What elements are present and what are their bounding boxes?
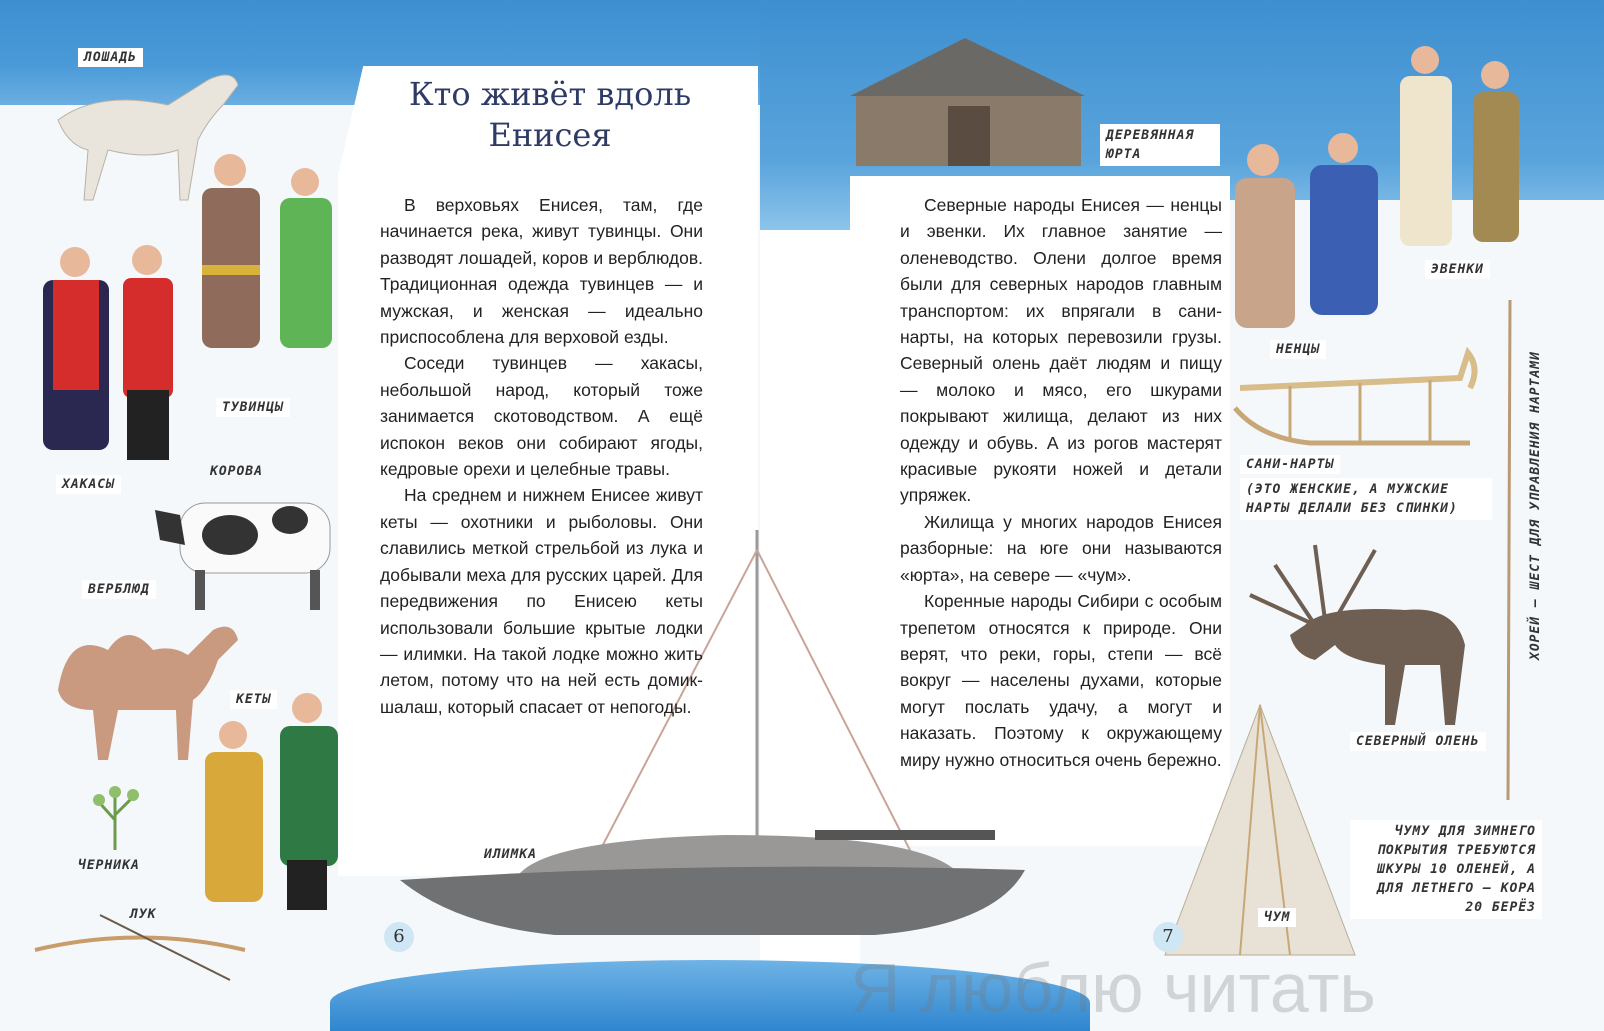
right-body-text xyxy=(900,192,1222,773)
reindeer-label: СЕВЕРНЫЙ ОЛЕНЬ xyxy=(1350,732,1486,751)
cow-label: КОРОВА xyxy=(210,464,263,479)
wooden-yurt-label: ДЕРЕВЯННАЯ ЮРТА xyxy=(1100,124,1220,166)
khorey-label-box xyxy=(1528,300,1552,660)
ilimka-label: ИЛИМКА xyxy=(484,847,537,862)
cow-illustration xyxy=(150,485,340,615)
khakas-label: ХАКАСЫ xyxy=(56,475,121,494)
khorey-pole-illustration xyxy=(1500,300,1520,800)
watermark: Я люблю читать xyxy=(850,949,1376,1027)
kets-label: КЕТЫ xyxy=(230,690,277,709)
page-number-left: 6 xyxy=(384,922,414,952)
nenets-label: НЕНЦЫ xyxy=(1270,340,1326,359)
right-paragraph: Северные народы Енисея — ненцы и эвенки. Их главное занятие — оленеводство. Олени долгое время были для северных народов главным транспортом: их впрягали в сани-нарты, на которых перевозили грузы. Северный олень даёт людям и пищу — молоко и мясо, его шкурами покрывают жилища, делают из них одежду и обувь. А из рогов мастерят красивые рукояти ножей и детали упряжек. xyxy=(900,195,1222,506)
khakas-people-illustration xyxy=(35,240,185,470)
wooden-yurt-illustration xyxy=(850,38,1090,170)
page-number-right: 7 xyxy=(1153,922,1183,952)
blueberry-label: ЧЕРНИКА xyxy=(78,858,140,873)
sled-note: (ЭТО ЖЕНСКИЕ, А МУЖСКИЕ НАРТЫ ДЕЛАЛИ БЕЗ СПИНКИ) xyxy=(1240,478,1492,520)
left-body-text xyxy=(380,192,703,720)
sled-illustration xyxy=(1230,348,1480,453)
page-title: Кто живёт вдоль Енисея xyxy=(408,75,692,154)
evenk-nenets-people-illustration xyxy=(1225,30,1535,360)
camel-label: ВЕРБЛЮД xyxy=(82,580,156,599)
horse-label: ЛОШАДЬ xyxy=(78,48,143,67)
blueberry-illustration xyxy=(85,780,145,850)
chum-label: ЧУМ xyxy=(1258,908,1296,927)
tuvan-people-illustration xyxy=(180,140,340,400)
left-paragraph: Соседи тувинцев — хакасы, небольшой народ, который тоже занимается скотоводством. А ещё испокон веков они собирают ягоды, кедровые орехи и целебные травы. xyxy=(380,353,703,480)
tuvans-label: ТУВИНЦЫ xyxy=(216,398,290,417)
left-paragraph: В верховьях Енисея, там, где начинается река, живут тувинцы. Они разводят лошадей, коров и верблюдов. Традиционная одежда тувинцев — и мужская, и женская — идеально приспособлена для верховой езды. xyxy=(380,195,703,348)
evenks-label: ЭВЕНКИ xyxy=(1425,260,1490,279)
ket-people-illustration xyxy=(195,690,355,930)
right-paragraph: Жилища у многих народов Енисея разборные: на юге они называются «юрта», на севере — «чум». xyxy=(900,511,1222,585)
chum-note: ЧУМУ ДЛЯ ЗИМНЕГО ПОКРЫТИЯ ТРЕБУЮТСЯ ШКУРЫ 10 ОЛЕНЕЙ, А ДЛЯ ЛЕТНЕГО — КОРА 20 БЕРЁЗ xyxy=(1350,820,1542,919)
right-paragraph: Коренные народы Сибири с особым трепетом относятся к природе. Они верят, что реки, горы, степи — всё вокруг — населены духами, которые могут послать удачу, а могут и наказать. Поэтому к окружающему миру нужно относиться очень бережно. xyxy=(900,591,1222,770)
sled-label: САНИ-НАРТЫ xyxy=(1240,455,1340,474)
khorey-label: ХОРЕЙ — ШЕСТ ДЛЯ УПРАВЛЕНИЯ НАРТАМИ xyxy=(1528,351,1543,660)
bow-label: ЛУК xyxy=(130,907,157,922)
left-paragraph: На среднем и нижнем Енисее живут кеты — охотники и рыболовы. Они славились меткой стрельбой из лука и добывали меха для русских царей. Для передвижения по Енисею кеты использовали большие крытые лодки — илимки. На такой лодке можно жить летом, потому что на ней есть домик-шалаш, который спасает от непогоды. xyxy=(380,485,703,717)
